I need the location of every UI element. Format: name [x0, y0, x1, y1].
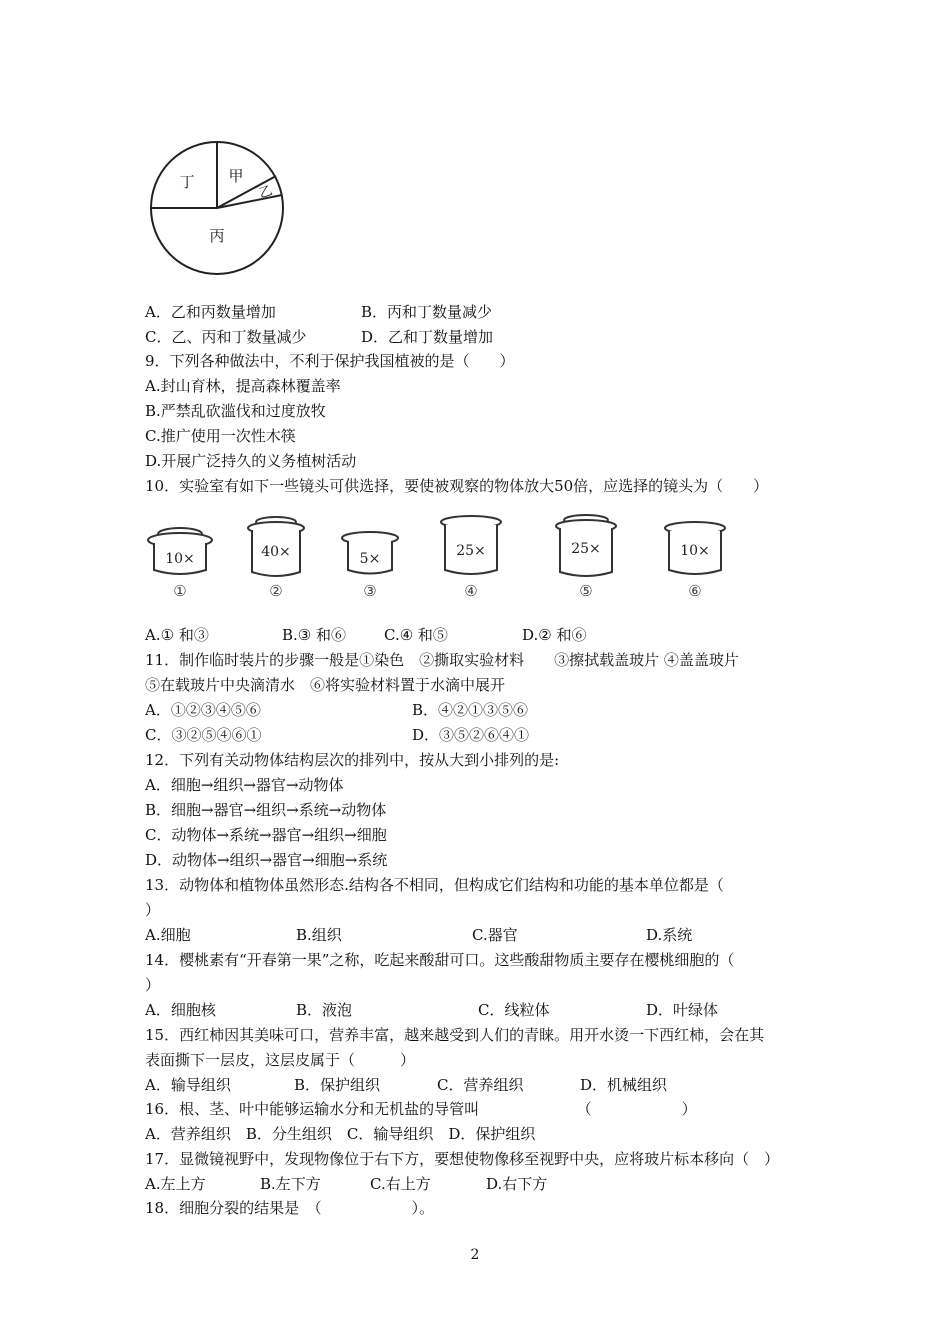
q10-option-a: A.① 和③	[145, 626, 209, 644]
lens-5-num: ⑤	[579, 582, 593, 600]
q14-stem-line1: 14．樱桃素有“开春第一果”之称，吃起来酸甜可口。这些酸甜物质主要存在樱桃细胞的（	[145, 951, 735, 969]
q11-option-a: A．①②③④⑤⑥	[145, 701, 261, 719]
q12-stem: 12．下列有关动物体结构层次的排列中，按从大到小排列的是:	[145, 751, 560, 769]
lens-6-mag: 10×	[680, 543, 710, 559]
lens-4	[441, 516, 501, 600]
q12-option-d: D．动物体→组织→器官→细胞→系统	[145, 851, 388, 869]
lens-4-num: ④	[464, 582, 478, 600]
q12-option-a: A．细胞→组织→器官→动物体	[145, 776, 344, 794]
pie-label-ding: 丁	[179, 173, 195, 191]
q8-option-a: A．乙和丙数量增加	[145, 303, 276, 321]
q17-stem: 17．显微镜视野中，发现物像位于右下方，要想使物像移至视野中央，应将玻片标本移向（ ）	[145, 1150, 780, 1168]
q17-option-d: D.右下方	[486, 1175, 548, 1193]
q9-option-a: A.封山育林，提高森林覆盖率	[145, 377, 341, 395]
q16-stem: 16．根、茎、叶中能够运输水分和无机盐的导管叫 （ ）	[145, 1100, 697, 1118]
q13-option-a: A.细胞	[145, 926, 191, 944]
pie-label-bing: 丙	[209, 227, 225, 245]
pie-label-yi: 乙	[257, 183, 275, 202]
lens-6	[665, 522, 725, 600]
q14-option-c: C．线粒体	[478, 1001, 550, 1019]
q14-stem-line2: ）	[145, 976, 161, 994]
q18-stem: 18．细胞分裂的结果是 （ ）。	[145, 1199, 435, 1217]
q8-option-d: D．乙和丁数量增加	[361, 328, 494, 346]
q9-option-c: C.推广使用一次性木筷	[145, 427, 296, 445]
q13-option-c: C.器官	[472, 926, 518, 944]
q15-option-b: B．保护组织	[294, 1076, 381, 1094]
q11-option-c: C．③②⑤④⑥①	[145, 726, 262, 744]
q12-option-b: B．细胞→器官→组织→系统→动物体	[145, 801, 387, 819]
page-number: 2	[470, 1247, 480, 1263]
q15-option-d: D．机械组织	[580, 1076, 668, 1094]
q10-option-d: D.② 和⑥	[522, 626, 587, 644]
q15-option-a: A．输导组织	[145, 1076, 231, 1094]
lens-1-mag: 10×	[165, 551, 195, 567]
q15-stem-line2: 表面撕下一层皮，这层皮属于（ ）	[145, 1051, 416, 1069]
q11-stem-line2: ⑤在载玻片中央滴清水 ⑥将实验材料置于水滴中展开	[145, 676, 506, 694]
q9-option-b: B.严禁乱砍滥伐和过度放牧	[145, 402, 326, 420]
lens-6-num: ⑥	[688, 582, 702, 600]
q10-option-b: B.③ 和⑥	[282, 626, 347, 644]
lens-2-mag: 40×	[261, 544, 291, 560]
q8-option-c: C．乙、丙和丁数量减少	[145, 328, 307, 346]
q11-stem-line1: 11．制作临时装片的步骤一般是①染色 ②撕取实验材料 ③擦拭载盖玻片 ④盖盖玻片	[145, 651, 739, 669]
q14-option-b: B．液泡	[296, 1001, 353, 1019]
lens-4-mag: 25×	[456, 543, 486, 559]
q10-option-c: C.④ 和⑤	[384, 626, 448, 644]
lens-1	[148, 528, 212, 600]
q10-stem: 10．实验室有如下一些镜头可供选择，要使被观察的物体放大50倍，应选择的镜头为（ ）	[145, 477, 769, 495]
q14-option-a: A．细胞核	[145, 1001, 216, 1019]
q11-option-b: B．④②①③⑤⑥	[412, 701, 529, 719]
q15-option-c: C．营养组织	[437, 1076, 524, 1094]
lens-5	[556, 515, 616, 600]
q13-stem-line1: 13．动物体和植物体虽然形态.结构各不相同，但构成它们结构和功能的基本单位都是（	[145, 876, 724, 894]
q8-option-b: B．丙和丁数量减少	[361, 303, 493, 321]
q9-option-d: D.开展广泛持久的义务植树活动	[145, 452, 357, 470]
q17-option-b: B.左下方	[260, 1175, 321, 1193]
lens-1-num: ①	[173, 582, 187, 600]
q17-option-a: A.左上方	[145, 1175, 206, 1193]
lens-5-mag: 25×	[571, 541, 601, 557]
lens-figure	[140, 510, 740, 602]
q15-stem-line1: 15．西红柿因其美味可口，营养丰富，越来越受到人们的青睐。用开水烫一下西红柿，会在其	[145, 1026, 765, 1044]
q17-option-c: C.右上方	[370, 1175, 431, 1193]
lens-3	[342, 532, 398, 600]
q9-stem: 9．下列各种做法中，不利于保护我国植被的是（ ）	[145, 352, 515, 370]
q13-stem-line2: ）	[145, 901, 161, 919]
q11-option-d: D．③⑤②⑥④①	[412, 726, 530, 744]
pie-chart	[145, 135, 290, 277]
q13-option-b: B.组织	[296, 926, 342, 944]
lens-2-num: ②	[269, 582, 283, 600]
q14-option-d: D．叶绿体	[646, 1001, 719, 1019]
q13-option-d: D.系统	[646, 926, 693, 944]
q12-option-c: C．动物体→系统→器官→组织→细胞	[145, 826, 387, 844]
lens-3-mag: 5×	[359, 551, 381, 567]
q16-options: A．营养组织 B．分生组织 C．输导组织 D．保护组织	[145, 1125, 536, 1143]
pie-label-jia: 甲	[228, 167, 244, 185]
lens-3-num: ③	[363, 582, 377, 600]
lens-2	[248, 517, 304, 600]
